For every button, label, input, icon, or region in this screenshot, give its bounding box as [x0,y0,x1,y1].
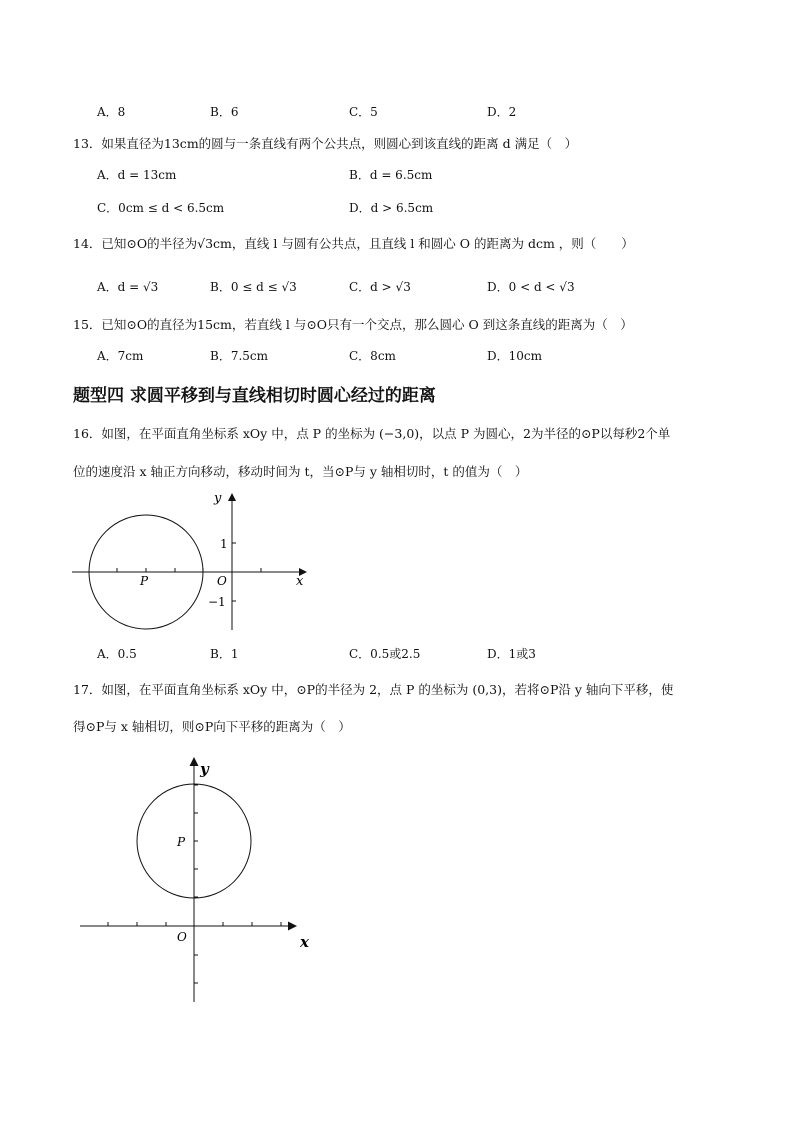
q16-option-b: B．1 [210,647,239,661]
q16-x-label: x [296,574,304,589]
q16-tick-label-1: 1 [220,537,228,551]
q16-option-c: C．0.5或2.5 [349,647,421,661]
q16-figure [60,484,320,634]
q13-option-a: A．d = 13cm [97,168,177,182]
q16-stem-line2: 位的速度沿 x 轴正方向移动，移动时间为 t，当⊙P与 y 轴相切时，t 的值为（ ） [73,464,528,479]
q17-origin-label: O [177,930,187,944]
q17-stem-line1: 17．如图，在平面直角坐标系 xOy 中，⊙P的半径为 2，点 P 的坐标为 (0,3)，若将⊙P沿 y 轴向下平移，使 [73,682,674,697]
q14-option-c: C．d > √3 [349,280,411,294]
q12-option-c: C．5 [349,105,378,119]
q17-point-label: P [177,835,186,849]
q17-figure [70,750,330,1010]
q14-stem: 14．已知⊙O的半径为√3cm，直线 l 与圆有公共点，且直线 l 和圆心 O 的距离为 dcm ，则（ ） [73,236,634,251]
q14-option-d: D．0 < d < √3 [487,280,575,294]
q12-option-d: D．2 [487,105,517,119]
q17-stem-line2: 得⊙P与 x 轴相切，则⊙P向下平移的距离为（ ） [73,719,351,734]
section-heading: 题型四 求圆平移到与直线相切时圆心经过的距离 [73,386,436,406]
q14-option-b: B．0 ≤ d ≤ √3 [210,280,297,294]
q12-option-a: A．8 [97,105,126,119]
q13-option-d: D．d > 6.5cm [349,201,434,215]
q16-y-label: y [214,491,222,506]
q16-option-d: D．1或3 [487,647,536,661]
q16-point-label: P [140,574,149,588]
q17-y-label: y [200,760,209,778]
q15-option-c: C．8cm [349,349,396,363]
q12-option-b: B．6 [210,105,239,119]
q16-stem-line1: 16．如图，在平面直角坐标系 xOy 中，点 P 的坐标为 (−3,0)，以点 P 为圆心，2为半径的⊙P以每秒2个单 [73,426,671,441]
q15-option-d: D．10cm [487,349,542,363]
q16-option-a: A．0.5 [97,647,137,661]
q13-option-b: B．d = 6.5cm [349,168,433,182]
q16-tick-label-neg1: −1 [208,595,226,609]
q16-origin-label: O [217,574,227,588]
q15-option-b: B．7.5cm [210,349,269,363]
q15-option-a: A．7cm [97,349,144,363]
q15-stem: 15．已知⊙O的直径为15cm，若直线 l 与⊙O只有一个交点，那么圆心 O 到这条直线的距离为（ ） [73,317,633,332]
q13-option-c: C．0cm ≤ d < 6.5cm [97,201,225,215]
q14-option-a: A．d = √3 [97,280,159,294]
q13-stem: 13．如果直径为13cm的圆与一条直线有两个公共点，则圆心到该直线的距离 d 满足（ ） [73,136,578,151]
q17-x-label: x [300,933,309,951]
